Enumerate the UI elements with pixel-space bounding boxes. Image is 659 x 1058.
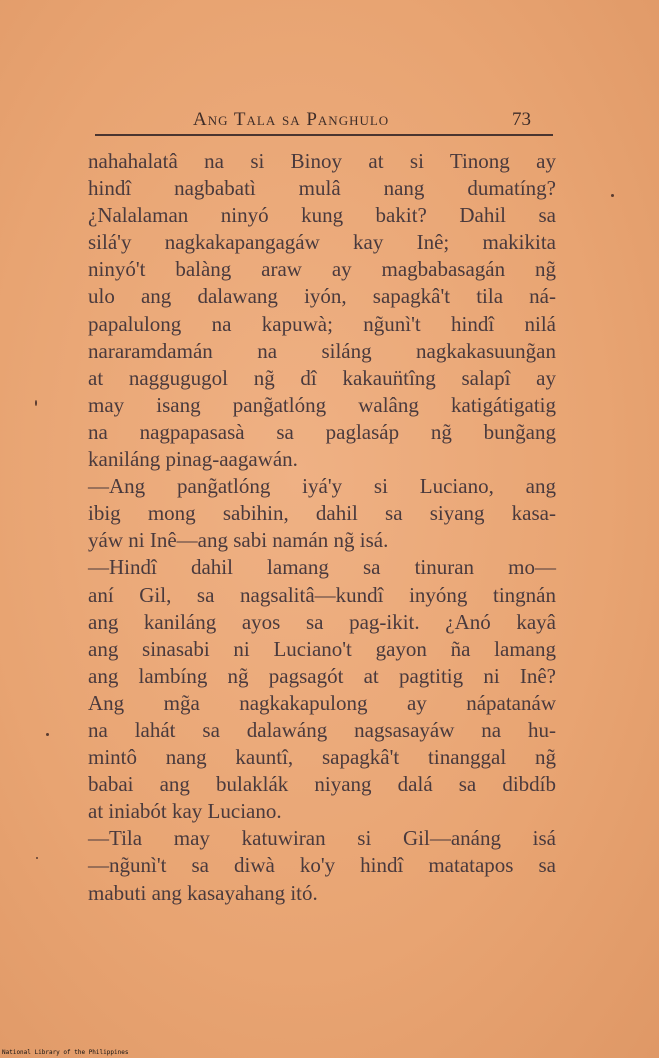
text-line: Ang mg̃a nagkakapulong ay nápatanáw — [88, 690, 556, 715]
text-line: hindî nagbabatì mulâ nang dumatíng? — [88, 176, 556, 201]
speck — [611, 194, 614, 197]
text-line: ang kaniláng ayos sa pag-ikit. ¿Anó kayâ — [88, 609, 556, 634]
text-line: ang lambíng ng̃ pagsagót at pagtitig ni Inê? — [88, 663, 556, 688]
text-line: —Tila may katuwiran si Gil—anáng isá — [88, 826, 556, 851]
text-line: at iniabót kay Luciano. — [88, 799, 282, 824]
text-line: babai ang bulaklák niyang dalá sa dibdíb — [88, 772, 556, 797]
footer-credit: National Library of the Philippines — [2, 1049, 129, 1056]
text-line: —Ang pang̃atlóng iyá'y si Luciano, ang — [88, 474, 556, 499]
text-line: ¿Nalalaman ninyó kung bakit? Dahil sa — [88, 203, 556, 228]
text-line: mintô nang kauntî, sapagkâ't tinanggal ng̃ — [88, 745, 556, 770]
text-line: na lahát sa dalawáng nagsasayáw na hu- — [88, 717, 556, 742]
text-line: —Hindî dahil lamang sa tinuran mo— — [88, 555, 556, 580]
text-line: ibig mong sabihin, dahil sa siyang kasa- — [88, 501, 556, 526]
text-line: at naggugugol ng̃ dî kakaun̈tîng salapî ay — [88, 365, 556, 390]
text-line: may isang pang̃atlóng walâng katigátigatig — [88, 392, 556, 417]
speck — [46, 733, 49, 736]
text-line: ang sinasabi ni Luciano't gayon ña lamang — [88, 636, 556, 661]
text-line: mabuti ang kasayahang itó. — [88, 880, 318, 905]
running-header — [95, 103, 551, 131]
page-number: 73 — [512, 109, 531, 130]
text-line: silá'y nagkakapangagáw kay Inê; makikita — [88, 230, 556, 255]
text-line: nahahalatâ na si Binoy at si Tinong ay — [88, 149, 556, 173]
running-title: Ang Tala sa Panghulo — [193, 109, 390, 130]
text-line: ulo ang dalawang iyón, sapagkâ't tila ná- — [88, 284, 556, 309]
text-line: nararamdamán na siláng nagkakasuung̃an — [88, 338, 556, 363]
text-line: —ng̃unì't sa diwà ko'y hindî matatapos sa — [88, 853, 556, 878]
text-line: kaniláng pinag-aagawán. — [88, 447, 298, 472]
body-text — [88, 148, 556, 907]
text-line: ninyó't balàng araw ay magbabasagán ng̃ — [88, 257, 556, 282]
header-rule — [95, 134, 553, 136]
text-line: aní Gil, sa nagsalitâ—kundî inyóng tingnán — [88, 582, 556, 607]
text-line: papalulong na kapuwà; ng̃unì't hindî nilá — [88, 311, 556, 336]
speck — [35, 400, 37, 406]
speck — [36, 857, 38, 859]
text-line: yáw ni Inê—ang sabi namán ng̃ isá. — [88, 528, 389, 553]
text-line: na nagpapasasà sa paglasáp ng̃ bung̃ang — [88, 419, 556, 444]
